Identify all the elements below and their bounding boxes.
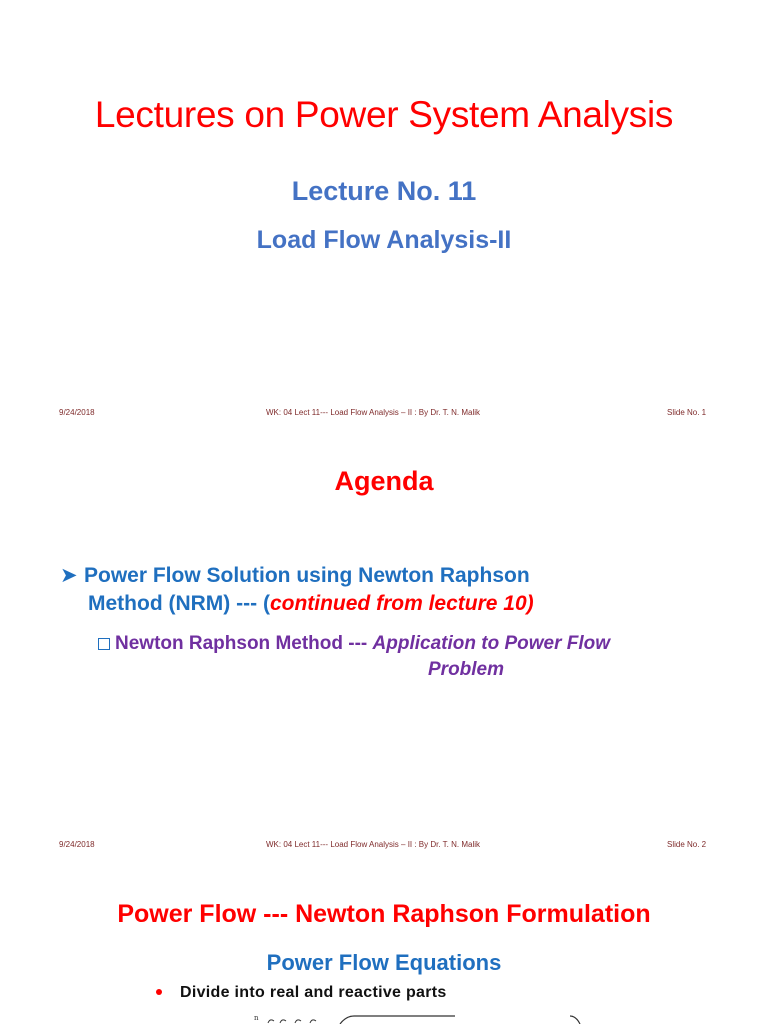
footer-course-info: WK: 04 Lect 11--- Load Flow Analysis – II : By Dr. T. N. Malik: [266, 408, 480, 417]
agenda-bullet-line2: Method (NRM) --- (: [88, 592, 270, 615]
footer-course-info: WK: 04 Lect 11--- Load Flow Analysis – II : By Dr. T. N. Malik: [266, 840, 480, 849]
agenda-bullet-line1: Power Flow Solution using Newton Raphson: [84, 564, 530, 587]
formulation-title: Power Flow --- Newton Raphson Formulation: [117, 900, 651, 928]
arrow-bullet-icon: ➤: [60, 564, 78, 587]
slide-1: [0, 0, 768, 432]
lecture-topic: Load Flow Analysis-II: [256, 226, 512, 254]
agenda-title: Agenda: [334, 466, 434, 496]
equations-bullet-text: Divide into real and reactive parts: [180, 984, 447, 1001]
agenda-bullet-line2-wrap: [60, 590, 720, 618]
lecture-series-title: Lectures on Power System Analysis: [94, 94, 674, 135]
sub-bullet-continuation: Problem: [428, 659, 505, 680]
cropped-formula-graphic: [240, 1012, 600, 1024]
footer-date: 9/24/2018: [59, 840, 95, 849]
agenda-bullet-note: continued from lecture 10): [269, 592, 534, 615]
agenda-bullet: [60, 562, 720, 618]
slide-3: [0, 864, 768, 1024]
footer-slide-number: Slide No. 1: [667, 408, 707, 417]
equations-subtitle: Power Flow Equations: [266, 950, 502, 975]
svg-text:n: n: [254, 1014, 259, 1022]
sub-bullet-italic: Application to Power Flow: [372, 633, 611, 654]
red-dot-bullet-icon: [156, 989, 162, 995]
slide-2: [0, 432, 768, 864]
equations-bullet: [156, 984, 447, 1002]
lecture-number: Lecture No. 11: [291, 176, 477, 206]
agenda-sub-bullet: [98, 628, 738, 659]
footer-date: 9/24/2018: [59, 408, 95, 417]
sub-bullet-text: Newton Raphson Method ---: [115, 633, 373, 654]
checkbox-square-icon: [98, 638, 110, 650]
footer-slide-number: Slide No. 2: [667, 840, 707, 849]
